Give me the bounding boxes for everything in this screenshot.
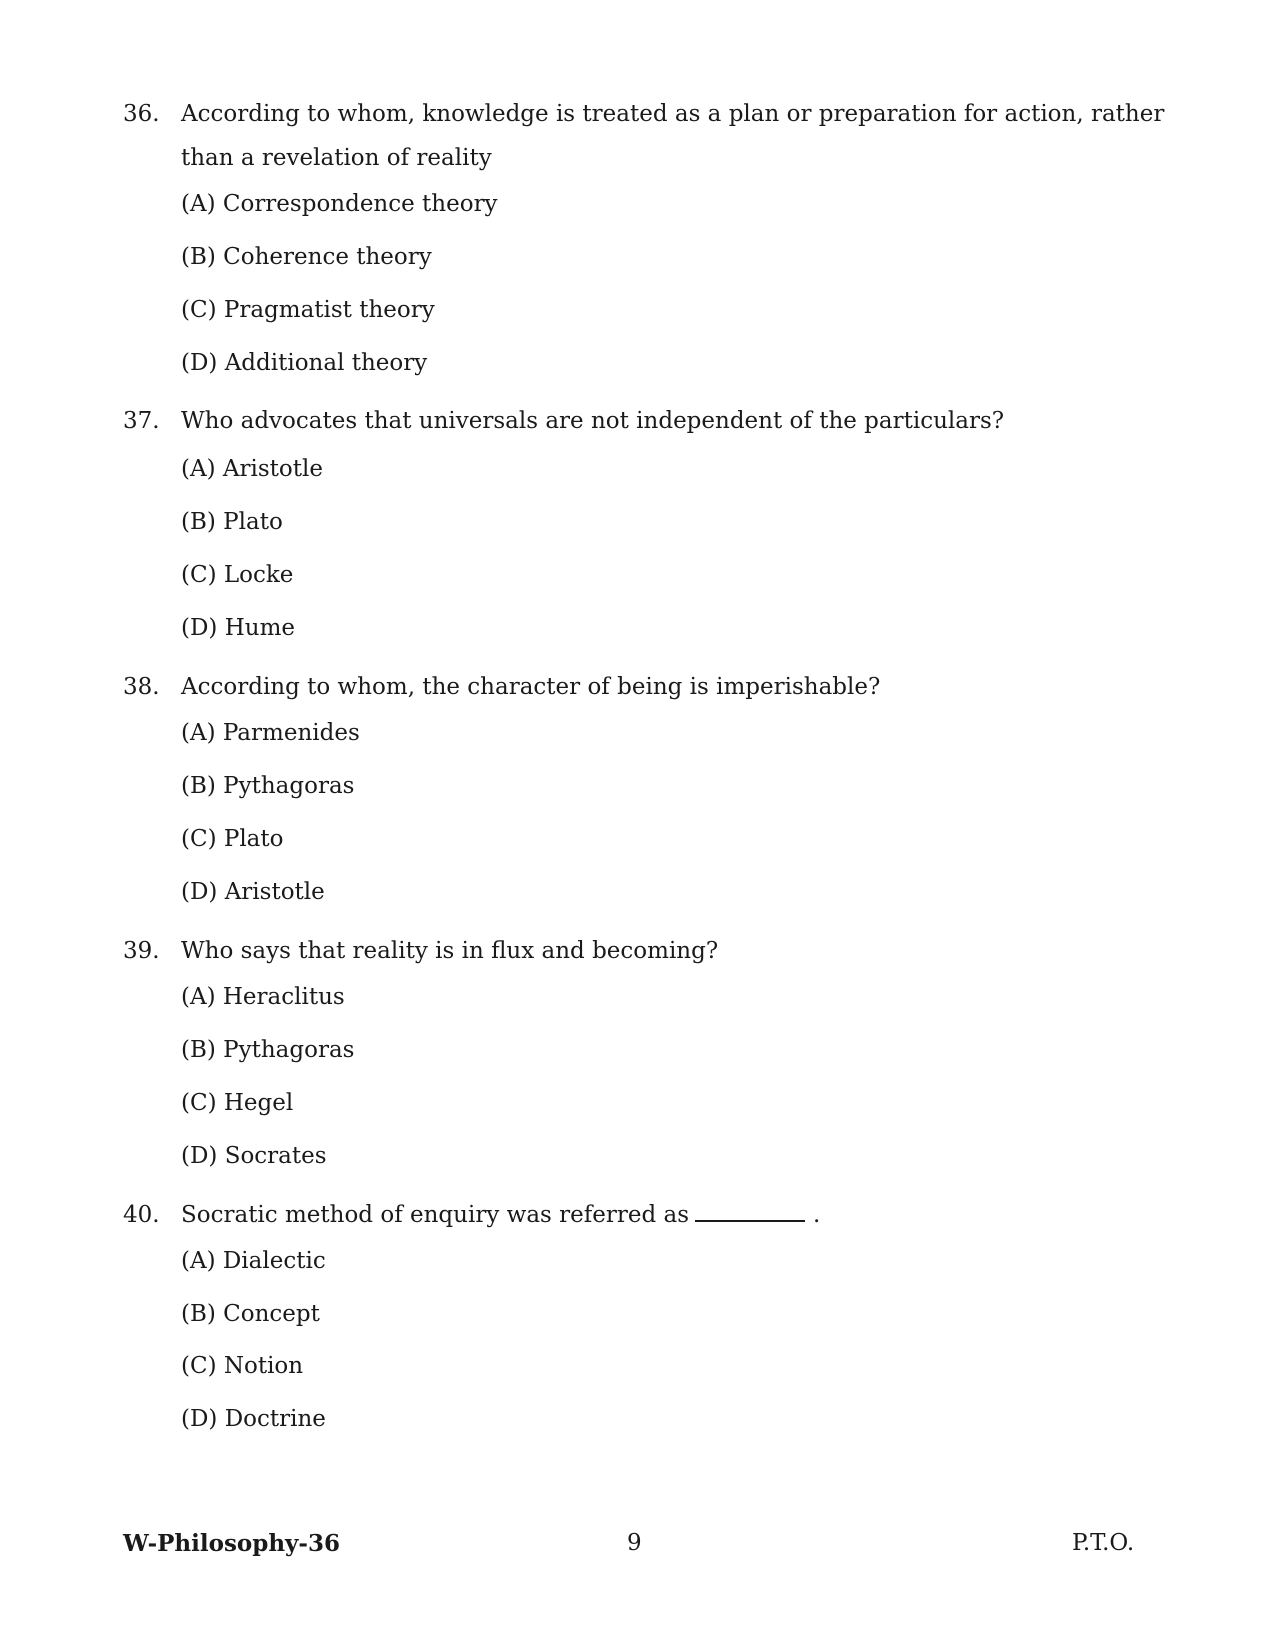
option-c: (C) Hegel — [181, 1090, 294, 1116]
option-c: (C) Plato — [181, 826, 284, 852]
option-d: (D) Socrates — [181, 1143, 327, 1169]
option-d: (D) Hume — [181, 615, 295, 641]
question-number: 37. — [123, 408, 160, 434]
question-text: Who advocates that universals are not independent of the particulars? — [181, 408, 1005, 434]
option-c: (C) Notion — [181, 1353, 304, 1379]
question-number: 40. — [123, 1202, 160, 1228]
answer-blank-line — [695, 1202, 805, 1222]
page-number: 9 — [627, 1530, 642, 1556]
paper-code: W-Philosophy-36 — [123, 1530, 340, 1557]
option-a: (A) Dialectic — [181, 1248, 326, 1274]
option-d: (D) Aristotle — [181, 879, 325, 905]
question-text: Socratic method of enquiry was referred as — [181, 1202, 690, 1228]
question-text-suffix: . — [813, 1202, 821, 1228]
question-number: 36. — [123, 101, 160, 127]
question-number: 39. — [123, 938, 160, 964]
option-c: (C) Locke — [181, 562, 294, 588]
option-a: (A) Parmenides — [181, 720, 360, 746]
question-text: According to whom, knowledge is treated as a plan or preparation for action, rather than a revelation of reality — [181, 101, 1165, 171]
option-d: (D) Doctrine — [181, 1406, 326, 1432]
question-text-line — [181, 1193, 1191, 1237]
question-text: According to whom, the character of being is imperishable? — [181, 674, 881, 700]
option-c: (C) Pragmatist theory — [181, 297, 435, 323]
question-text: Who says that reality is in flux and becoming? — [181, 938, 719, 964]
option-a: (A) Aristotle — [181, 456, 323, 482]
option-b: (B) Plato — [181, 509, 283, 535]
option-d: (D) Additional theory — [181, 350, 428, 376]
option-a: (A) Correspondence theory — [181, 191, 498, 217]
option-a: (A) Heraclitus — [181, 984, 345, 1010]
option-b: (B) Pythagoras — [181, 1037, 355, 1063]
question-number: 38. — [123, 674, 160, 700]
option-b: (B) Concept — [181, 1301, 320, 1327]
option-b: (B) Coherence theory — [181, 244, 432, 270]
please-turn-over: P.T.O. — [1072, 1530, 1135, 1556]
option-b: (B) Pythagoras — [181, 773, 355, 799]
